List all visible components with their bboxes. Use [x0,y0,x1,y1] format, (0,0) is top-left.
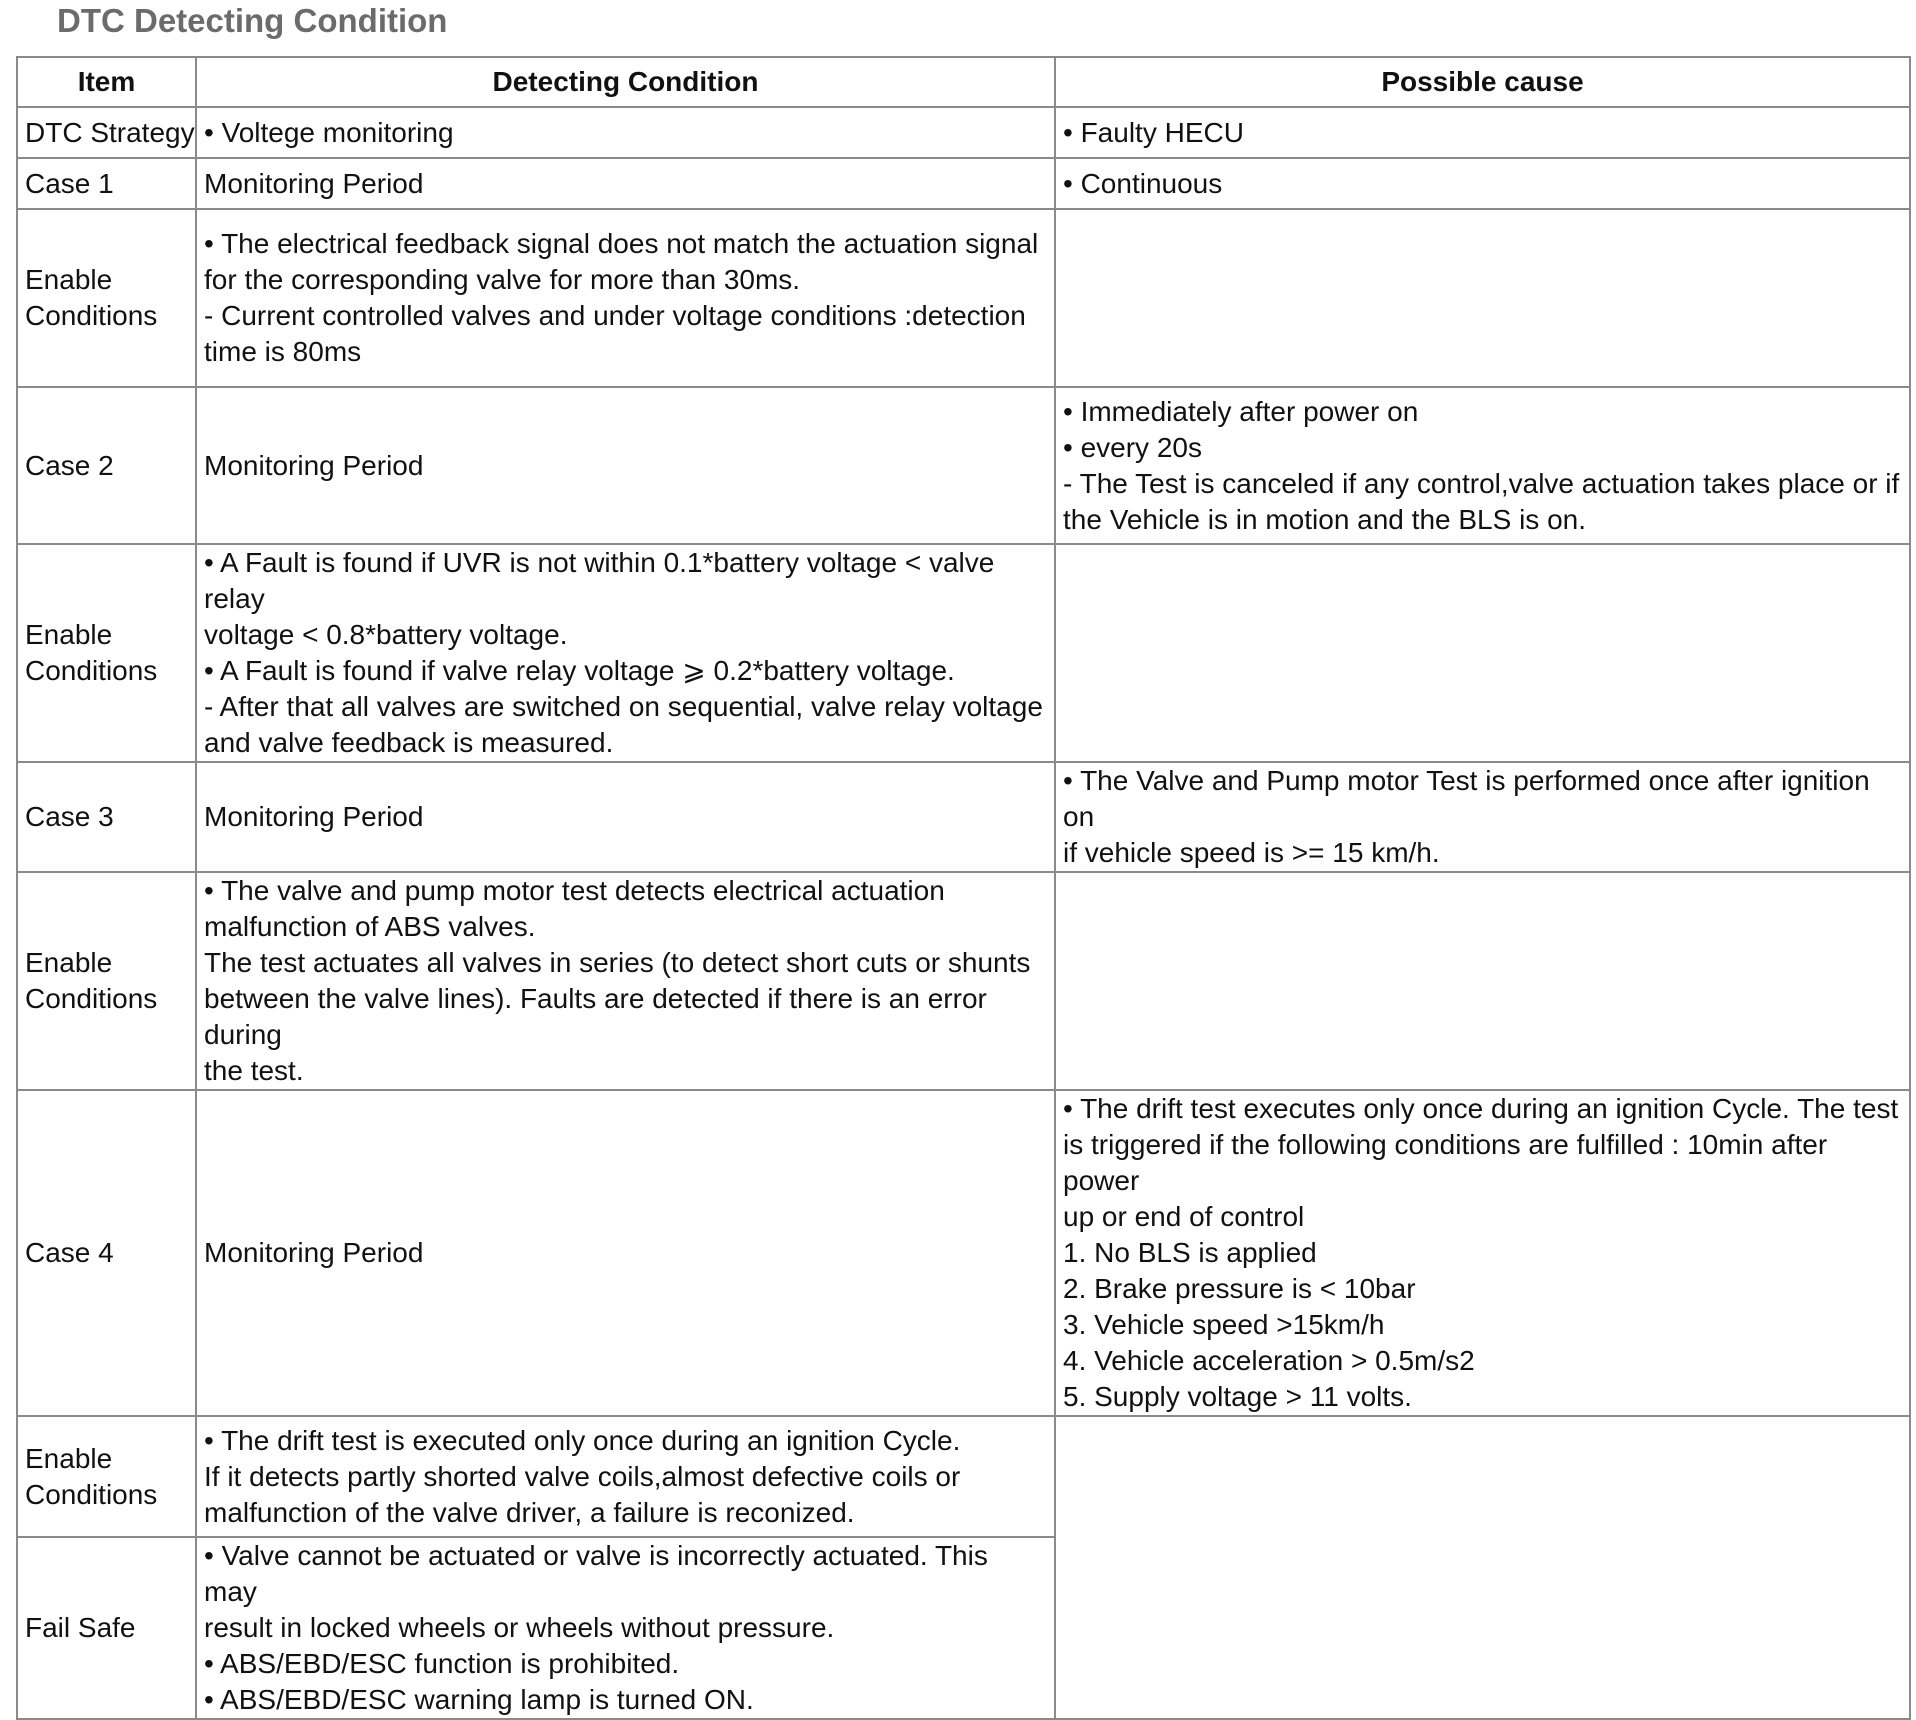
cause-cell [1055,209,1910,387]
cell-line: if vehicle speed is >= 15 km/h. [1063,837,1440,868]
cell-line: • Valve cannot be actuated or valve is incorrectly actuated. This may [204,1540,988,1607]
cell-line: • every 20s [1063,431,1202,463]
item-cell: DTC Strategy [17,107,196,158]
item-cell: Case 4 [17,1090,196,1416]
item-line: Conditions [25,300,158,331]
cause-cell [1055,1090,1910,1416]
cell-line: • ABS/EBD/ESC function is prohibited. [204,1648,680,1679]
cell-line: • The drift test executes only once during an ignition Cycle. The test [1063,1093,1899,1124]
cell-line: 3. Vehicle speed >15km/h [1063,1309,1385,1340]
item-line: Enable [25,1442,113,1474]
cell-line: • A Fault is found if valve relay voltage ⩾ 0.2*battery voltage. [204,655,955,686]
cause-cell [1055,1416,1910,1719]
cell-line: • The Valve and Pump motor Test is performed once after ignition on [1063,765,1870,832]
cell-line: • Continuous [1063,167,1223,199]
cell-line: • The electrical feedback signal does not match the actuation signal [204,228,1039,259]
header-possible-cause: Possible cause [1055,57,1910,107]
cause-cell [1055,158,1910,209]
item-cell [17,209,196,387]
cell-line: • The valve and pump motor test detects electrical actuation [204,875,945,906]
cause-cell [1055,762,1910,872]
item-line: Conditions [25,655,158,686]
table-row [17,872,1910,1090]
cell-line: The test actuates all valves in series (to detect short cuts or shunts [204,947,1031,978]
condition-cell [196,1537,1055,1719]
cause-cell [1055,107,1910,158]
cell-line: for the corresponding valve for more than 30ms. [204,264,801,295]
condition-cell [196,387,1055,544]
cell-line: - Current controlled valves and under voltage conditions :detection [204,300,1026,331]
cell-line: voltage < 0.8*battery voltage. [204,619,568,650]
table-row [17,762,1910,872]
header-detecting-condition: Detecting Condition [196,57,1055,107]
cell-line: result in locked wheels or wheels without pressure. [204,1612,835,1643]
condition-cell [196,158,1055,209]
condition-cell [196,872,1055,1090]
condition-cell [196,107,1055,158]
cell-line: Monitoring Period [204,801,424,832]
cell-line: Monitoring Period [204,167,424,199]
cell-line: • Immediately after power on [1063,395,1419,427]
cell-line: malfunction of ABS valves. [204,911,536,942]
table-row [17,158,1910,209]
cell-line: • The drift test is executed only once during an ignition Cycle. [204,1424,961,1456]
table-row [17,1416,1910,1537]
condition-cell [196,1090,1055,1416]
table-row [17,387,1910,544]
item-cell: Case 1 [17,158,196,209]
table-row [17,107,1910,158]
cell-line: If it detects partly shorted valve coils,almost defective coils or [204,1460,961,1492]
header-row [17,57,1910,107]
cell-line: - The Test is canceled if any control,valve actuation takes place or if [1063,467,1900,499]
cell-line: the test. [204,1055,304,1086]
item-line: Enable [25,264,113,295]
cell-line: Monitoring Period [204,449,424,481]
condition-cell [196,762,1055,872]
item-cell [17,1416,196,1537]
cell-line: • ABS/EBD/ESC warning lamp is turned ON. [204,1684,754,1715]
condition-cell [196,209,1055,387]
cell-line: • Voltege monitoring [204,116,454,148]
cell-line: 5. Supply voltage > 11 volts. [1063,1381,1412,1412]
header-item: Item [17,57,196,107]
cell-line: 2. Brake pressure is < 10bar [1063,1273,1416,1304]
cell-line: the Vehicle is in motion and the BLS is on. [1063,503,1586,535]
item-line: Enable [25,619,113,650]
item-cell [17,872,196,1090]
cell-line: • Faulty HECU [1063,116,1244,148]
table-row [17,1090,1910,1416]
item-line: Conditions [25,1478,158,1510]
cell-line: and valve feedback is measured. [204,727,614,758]
cell-line: is triggered if the following conditions are fulfilled : 10min after power [1063,1129,1828,1196]
item-line: Conditions [25,983,158,1014]
cause-cell [1055,872,1910,1090]
condition-cell [196,544,1055,762]
cell-line: Monitoring Period [204,1237,424,1268]
item-cell: Case 3 [17,762,196,872]
cause-cell [1055,387,1910,544]
cell-line: 1. No BLS is applied [1063,1237,1317,1268]
cause-cell [1055,544,1910,762]
item-cell: Case 2 [17,387,196,544]
item-cell: Fail Safe [17,1537,196,1719]
table-row [17,544,1910,762]
cell-line: up or end of control [1063,1201,1305,1232]
dtc-table [16,56,1911,1720]
item-line: Enable [25,947,113,978]
cell-line: 4. Vehicle acceleration > 0.5m/s2 [1063,1345,1475,1376]
table-row [17,209,1910,387]
cell-line: between the valve lines). Faults are detected if there is an error during [204,983,987,1050]
cell-line: malfunction of the valve driver, a failure is reconized. [204,1496,855,1528]
page-title: DTC Detecting Condition [57,2,448,39]
condition-cell [196,1416,1055,1537]
cell-line: time is 80ms [204,336,362,367]
item-cell [17,544,196,762]
cell-line: - After that all valves are switched on sequential, valve relay voltage [204,691,1043,722]
cell-line: • A Fault is found if UVR is not within 0.1*battery voltage < valve relay [204,547,995,614]
